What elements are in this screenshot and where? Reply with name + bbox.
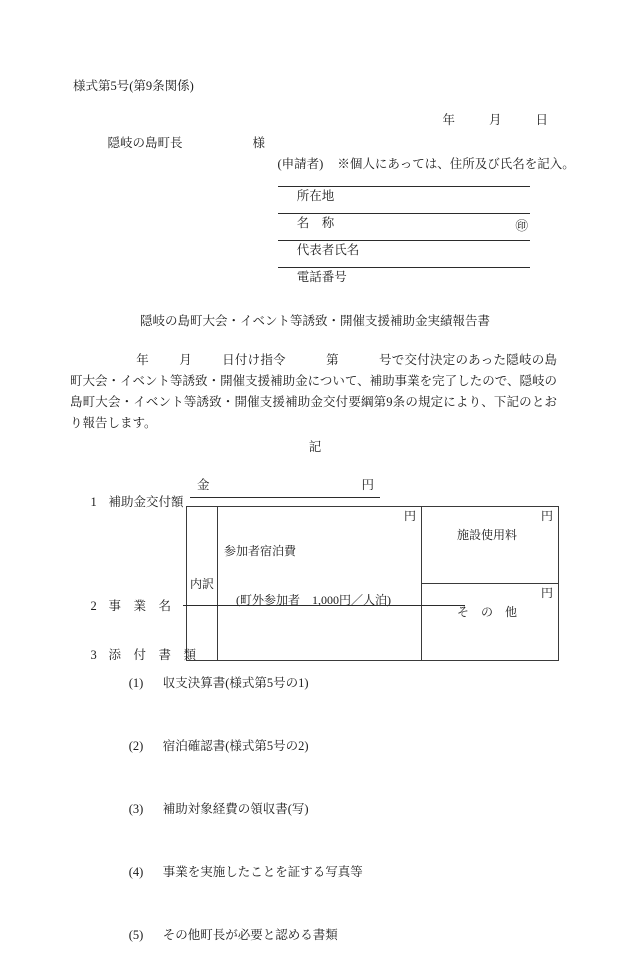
addressee-honorific: 様 bbox=[252, 135, 266, 150]
field-row-location[interactable] bbox=[278, 160, 530, 203]
field-row-phone[interactable] bbox=[278, 241, 530, 284]
amount-prefix: 金 bbox=[197, 478, 210, 492]
item1-label bbox=[78, 477, 184, 528]
attachment-text: 補助対象経費の領収書(写) bbox=[162, 802, 309, 816]
list-item bbox=[110, 841, 363, 904]
subsidy-amount-field[interactable] bbox=[190, 475, 380, 498]
field-label-location: 所在地 bbox=[296, 189, 335, 203]
date-year-label: 年 bbox=[442, 112, 456, 127]
body-order-label: 日付け指令 bbox=[221, 353, 286, 367]
amount-unit: 円 bbox=[361, 478, 374, 492]
attachment-text: 宿泊確認書(様式第5号の2) bbox=[162, 739, 309, 753]
field-label-representative: 代表者氏名 bbox=[296, 243, 360, 257]
attachment-index: (2) bbox=[128, 739, 144, 753]
addressee-line bbox=[95, 118, 265, 169]
date-day-label: 日 bbox=[535, 112, 549, 127]
field-row-representative[interactable] bbox=[278, 214, 530, 257]
body-year-label: 年 bbox=[136, 353, 149, 367]
lodging-cost-cell[interactable] bbox=[218, 507, 422, 661]
list-item bbox=[110, 904, 363, 967]
applicant-label: (申請者) bbox=[277, 156, 324, 171]
breakdown-header-cell: 内訳 bbox=[187, 507, 218, 661]
table-row bbox=[187, 507, 559, 584]
other-cost-unit: 円 bbox=[540, 586, 553, 600]
seal-icon: ㊞ bbox=[515, 219, 528, 233]
document-title: 隠岐の島町大会・イベント等誘致・開催支援補助金実績報告書 bbox=[139, 314, 490, 328]
item1-text: 補助金交付額 bbox=[108, 494, 184, 509]
other-cost-label: そ の 他 bbox=[457, 605, 518, 619]
item2-label bbox=[78, 581, 171, 632]
item3-text: 添 付 書 類 bbox=[108, 647, 197, 662]
breakdown-table bbox=[186, 506, 559, 661]
date-month-label: 月 bbox=[489, 112, 502, 127]
facility-fee-cell[interactable] bbox=[422, 507, 559, 584]
attachment-text: 事業を実施したことを証する写真等 bbox=[162, 865, 363, 879]
field-label-phone: 電話番号 bbox=[296, 270, 347, 284]
item2-number: 2 bbox=[90, 598, 97, 613]
form-number: 様式第5号(第9条関係) bbox=[73, 79, 194, 93]
field-row-name[interactable] bbox=[278, 187, 530, 230]
addressee-name: 隠岐の島町長 bbox=[107, 135, 183, 150]
attachment-index: (3) bbox=[128, 802, 144, 816]
attachment-list bbox=[110, 652, 363, 967]
attachment-index: (4) bbox=[128, 865, 144, 879]
attachment-index: (1) bbox=[128, 676, 144, 690]
facility-fee-unit: 円 bbox=[540, 509, 553, 523]
list-item bbox=[110, 778, 363, 841]
field-label-name: 名 称 bbox=[296, 216, 335, 230]
project-name-field[interactable] bbox=[183, 585, 465, 606]
item2-text: 事 業 名 bbox=[108, 598, 172, 613]
item1-number: 1 bbox=[90, 494, 97, 509]
list-item bbox=[110, 652, 363, 715]
body-paragraph bbox=[70, 350, 557, 434]
attachment-index: (5) bbox=[128, 928, 144, 942]
facility-fee-label: 施設使用料 bbox=[457, 528, 518, 542]
body-dai-label: 第 bbox=[325, 353, 339, 367]
lodging-note: (町外参加者 1,000円／人泊) bbox=[236, 593, 391, 607]
applicant-note-text: ※個人にあっては、住所及び氏名を記入。 bbox=[337, 156, 575, 171]
body-month-label: 月 bbox=[178, 353, 192, 367]
lodging-unit: 円 bbox=[403, 509, 416, 523]
ki-marker: 記 bbox=[308, 440, 322, 454]
attachment-text: 収支決算書(様式第5号の1) bbox=[162, 676, 309, 690]
attachment-text: その他町長が必要と認める書類 bbox=[162, 928, 338, 942]
lodging-label: 参加者宿泊費 bbox=[224, 544, 297, 558]
body-tail-text: 号で交付決定のあった隠岐の島町大会・イベント等誘致・開催支援補助金について、補助事業を完了したので、隠岐の島町大会・イベント等誘致・開催支援補助金交付要綱第9条の規定により、下記のとおり報告します。 bbox=[70, 353, 557, 430]
item3-number: 3 bbox=[90, 647, 97, 662]
applicant-fields bbox=[278, 160, 530, 284]
list-item bbox=[110, 715, 363, 778]
